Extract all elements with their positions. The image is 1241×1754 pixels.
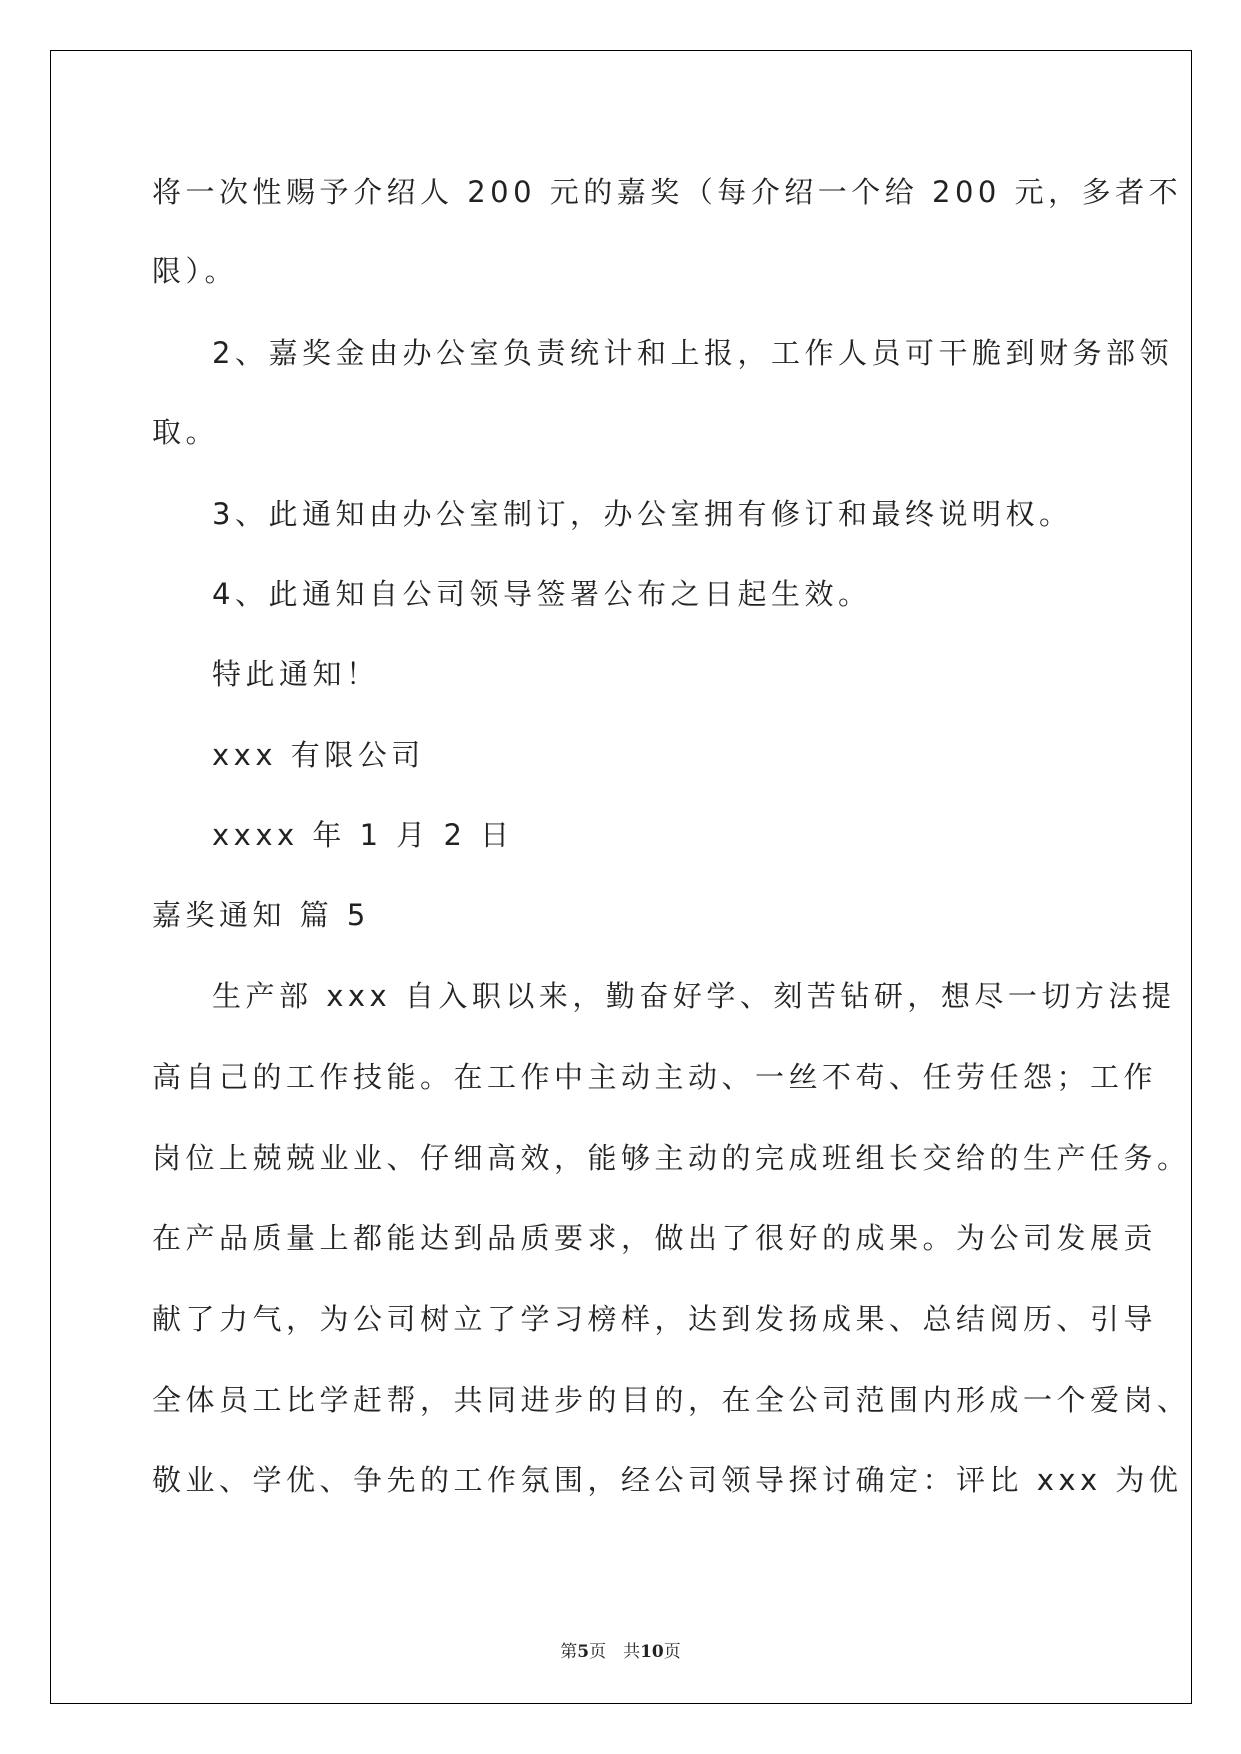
- body-line-2: 限）。: [152, 254, 239, 288]
- page-mid: 页 共: [589, 1642, 641, 1662]
- body-line-12: 高自己的工作技能。在工作中主动主动、一丝不苟、任劳任怨；工作: [152, 1060, 1158, 1094]
- document-date: xxxx 年 1 月 2 日: [212, 818, 514, 852]
- body-line-13: 岗位上兢兢业业、仔细高效，能够主动的完成班组长交给的生产任务。: [152, 1141, 1191, 1175]
- body-line-1: 将一次性赐予介绍人 200 元的嘉奖（每介绍一个给 200 元，多者不: [152, 175, 1183, 209]
- body-line-17: 敬业、学优、争先的工作氛围，经公司领导探讨确定：评比 xxx 为优: [152, 1463, 1183, 1497]
- page-border: [50, 50, 1192, 1704]
- body-line-14: 在产品质量上都能达到品质要求，做出了很好的成果。为公司发展贡: [152, 1221, 1158, 1255]
- page-suffix: 页: [663, 1642, 681, 1662]
- closing-text: 特此通知！: [212, 657, 380, 691]
- body-line-5: 3、此通知由办公室制订，办公室拥有修订和最终说明权。: [212, 497, 1073, 531]
- company-name: xxx 有限公司: [212, 738, 425, 772]
- section-heading: 嘉奖通知 篇 5: [152, 898, 370, 932]
- body-line-3: 2、嘉奖金由办公室负责统计和上报，工作人员可干脆到财务部领: [212, 336, 1173, 370]
- body-line-11: 生产部 xxx 自入职以来，勤奋好学、刻苦钻研，想尽一切方法提: [212, 979, 1176, 1013]
- body-line-4: 取。: [152, 415, 220, 449]
- current-page-number: 5: [577, 1642, 590, 1662]
- page-prefix: 第: [560, 1642, 578, 1662]
- page-footer: [0, 1637, 1241, 1662]
- body-line-6: 4、此通知自公司领导签署公布之日起生效。: [212, 577, 872, 611]
- body-line-16: 全体员工比学赶帮，共同进步的目的，在全公司范围内形成一个爱岗、: [152, 1383, 1191, 1417]
- body-line-15: 献了力气，为公司树立了学习榜样，达到发扬成果、总结阅历、引导: [152, 1302, 1158, 1336]
- total-page-number: 10: [640, 1642, 664, 1662]
